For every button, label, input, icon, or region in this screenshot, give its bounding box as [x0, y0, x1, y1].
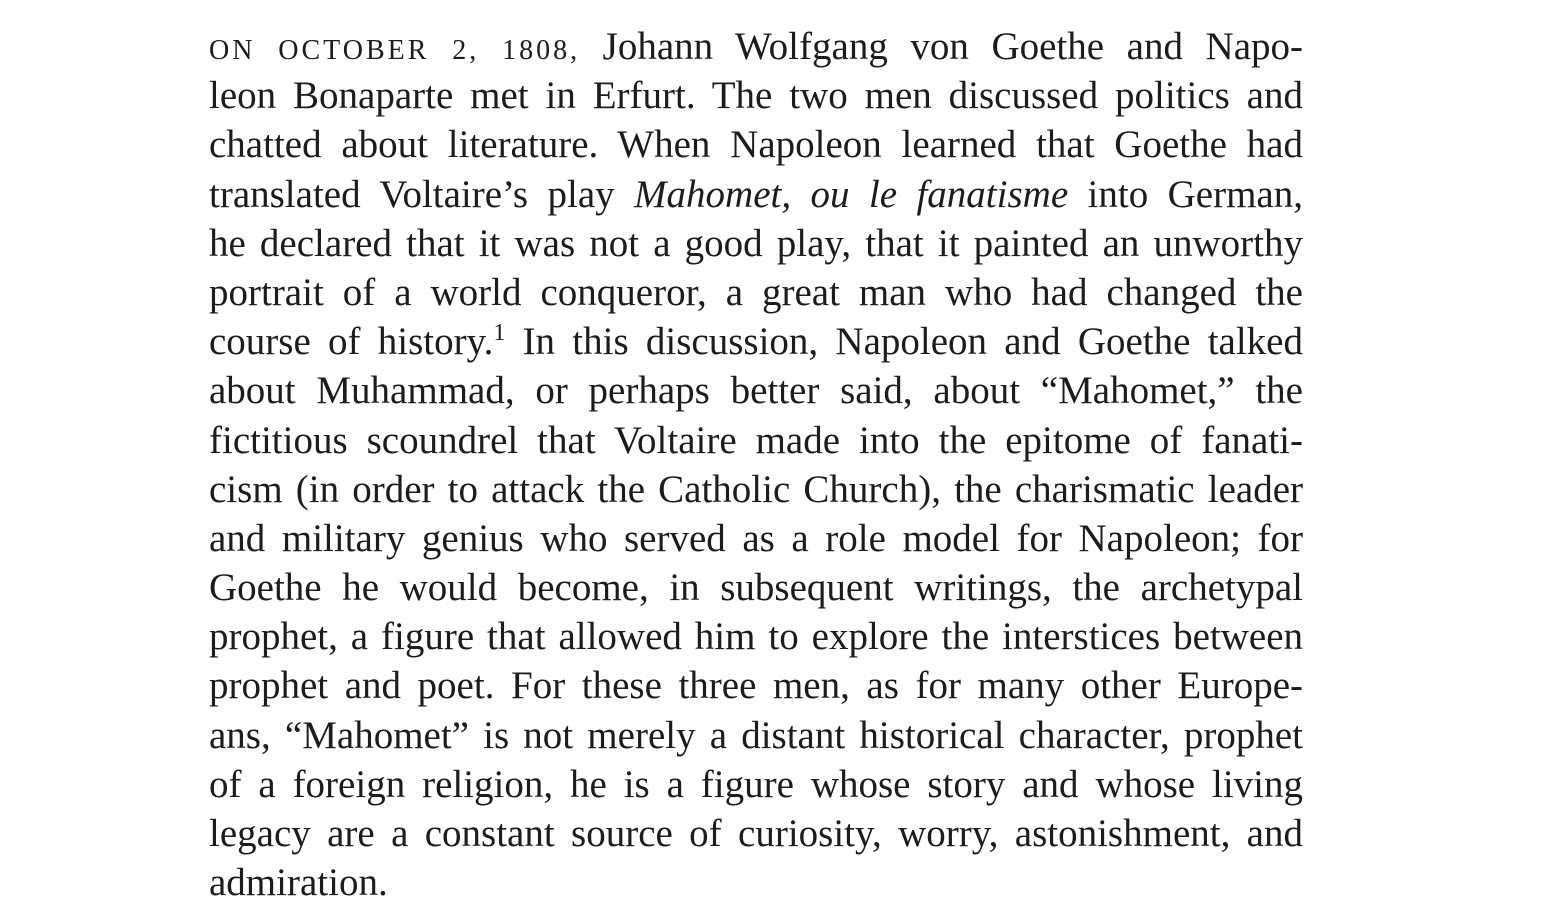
italic-play-title: Mahomet, ou le fanatisme: [634, 172, 1069, 216]
text-line-18: admiration.: [209, 861, 388, 905]
text-line-7-start: course of history.: [209, 320, 494, 364]
text-line-1-rest: Johann Wolfgang von Goethe and Napo-: [580, 25, 1303, 68]
footnote-marker[interactable]: 1: [493, 320, 506, 347]
text-line-6: portrait of a world conqueror, a great man who had changed the: [209, 270, 1303, 314]
text-line-9: fictitious scoundrel that Voltaire made into the epitome of fanati-: [209, 418, 1303, 462]
text-line-4-end: into German,: [1068, 172, 1303, 216]
text-line-10: cism (in order to attack the Catholic Church), the charismatic leader: [209, 467, 1303, 511]
book-page: [209, 22, 1303, 907]
text-line-4: [209, 170, 1303, 219]
text-line-7-end: In this discussion, Napoleon and Goethe talked: [505, 320, 1303, 364]
text-line-11: and military genius who served as a role model for Napoleon; for: [209, 516, 1303, 560]
text-line-1: [209, 22, 1303, 71]
text-line-2: leon Bonaparte met in Erfurt. The two men discussed politics and: [209, 74, 1303, 118]
text-line-7: [209, 317, 1303, 366]
text-line-8: about Muhammad, or perhaps better said, about “Mahomet,” the: [209, 369, 1303, 413]
text-line-4-start: translated Voltaire’s play: [209, 172, 635, 216]
text-line-17: legacy are a constant source of curiosity, worry, astonishment, and: [209, 812, 1303, 855]
text-line-12: Goethe he would become, in subsequent writings, the archetypal: [209, 566, 1303, 610]
text-line-14: prophet and poet. For these three men, as for many other Europe-: [209, 664, 1303, 708]
text-line-15: ans, “Mahomet” is not merely a distant historical character, prophet: [209, 713, 1303, 757]
text-line-5: he declared that it was not a good play, that it painted an unworthy: [209, 221, 1303, 265]
small-caps-lead-in: ON OCTOBER 2, 1808,: [209, 35, 581, 66]
text-line-3: chatted about literature. When Napoleon learned that Goethe had: [209, 123, 1303, 167]
text-line-16: of a foreign religion, he is a figure whose story and whose living: [209, 762, 1303, 806]
text-line-13: prophet, a figure that allowed him to explore the interstices between: [209, 615, 1303, 659]
body-paragraph: [209, 22, 1303, 907]
